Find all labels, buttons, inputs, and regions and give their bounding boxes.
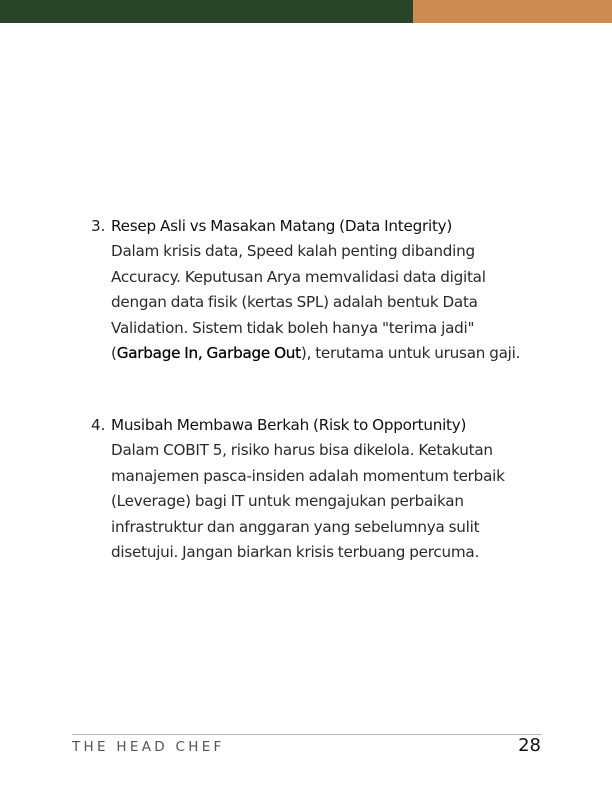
- footer-divider: [72, 734, 542, 735]
- body-line: (Leverage) bagi IT untuk mengajukan perbaikan: [111, 492, 464, 511]
- list-number: 4.: [91, 416, 106, 434]
- header-bar-orange: [413, 0, 612, 23]
- body-line: dengan data fisik (kertas SPL) adalah bentuk Data: [111, 293, 478, 312]
- body-line: manajemen pasca-insiden adalah momentum terbaik: [111, 466, 505, 485]
- item-heading: Resep Asli vs Masakan Matang (Data Integrity): [111, 217, 453, 235]
- footer-book-title: THE HEAD CHEF: [72, 739, 225, 755]
- body-line: Dalam COBIT 5, risiko harus bisa dikelola. Ketakutan: [111, 441, 493, 460]
- paren-open: (: [111, 344, 117, 363]
- body-line: [111, 341, 551, 366]
- body-line: disetujui. Jangan biarkan krisis terbuang percuma.: [111, 543, 480, 562]
- body-line: Validation. Sistem tidak boleh hanya "terima jadi": [111, 318, 475, 337]
- header-bar-green: [0, 0, 413, 23]
- body-line: infrastruktur dan anggaran yang sebelumnya sulit: [111, 517, 480, 536]
- page-number: 28: [518, 735, 541, 756]
- bold-term: Garbage In, Garbage Out: [116, 344, 301, 363]
- body-line: Accuracy. Keputusan Arya memvalidasi data digital: [111, 267, 486, 286]
- list-number: 3.: [91, 217, 106, 235]
- body-line: Dalam krisis data, Speed kalah penting dibanding: [111, 242, 475, 261]
- header-color-bar: [0, 0, 612, 23]
- line-rest: ), terutama untuk urusan gaji.: [300, 344, 521, 363]
- item-heading: Musibah Membawa Berkah (Risk to Opportunity): [111, 416, 467, 434]
